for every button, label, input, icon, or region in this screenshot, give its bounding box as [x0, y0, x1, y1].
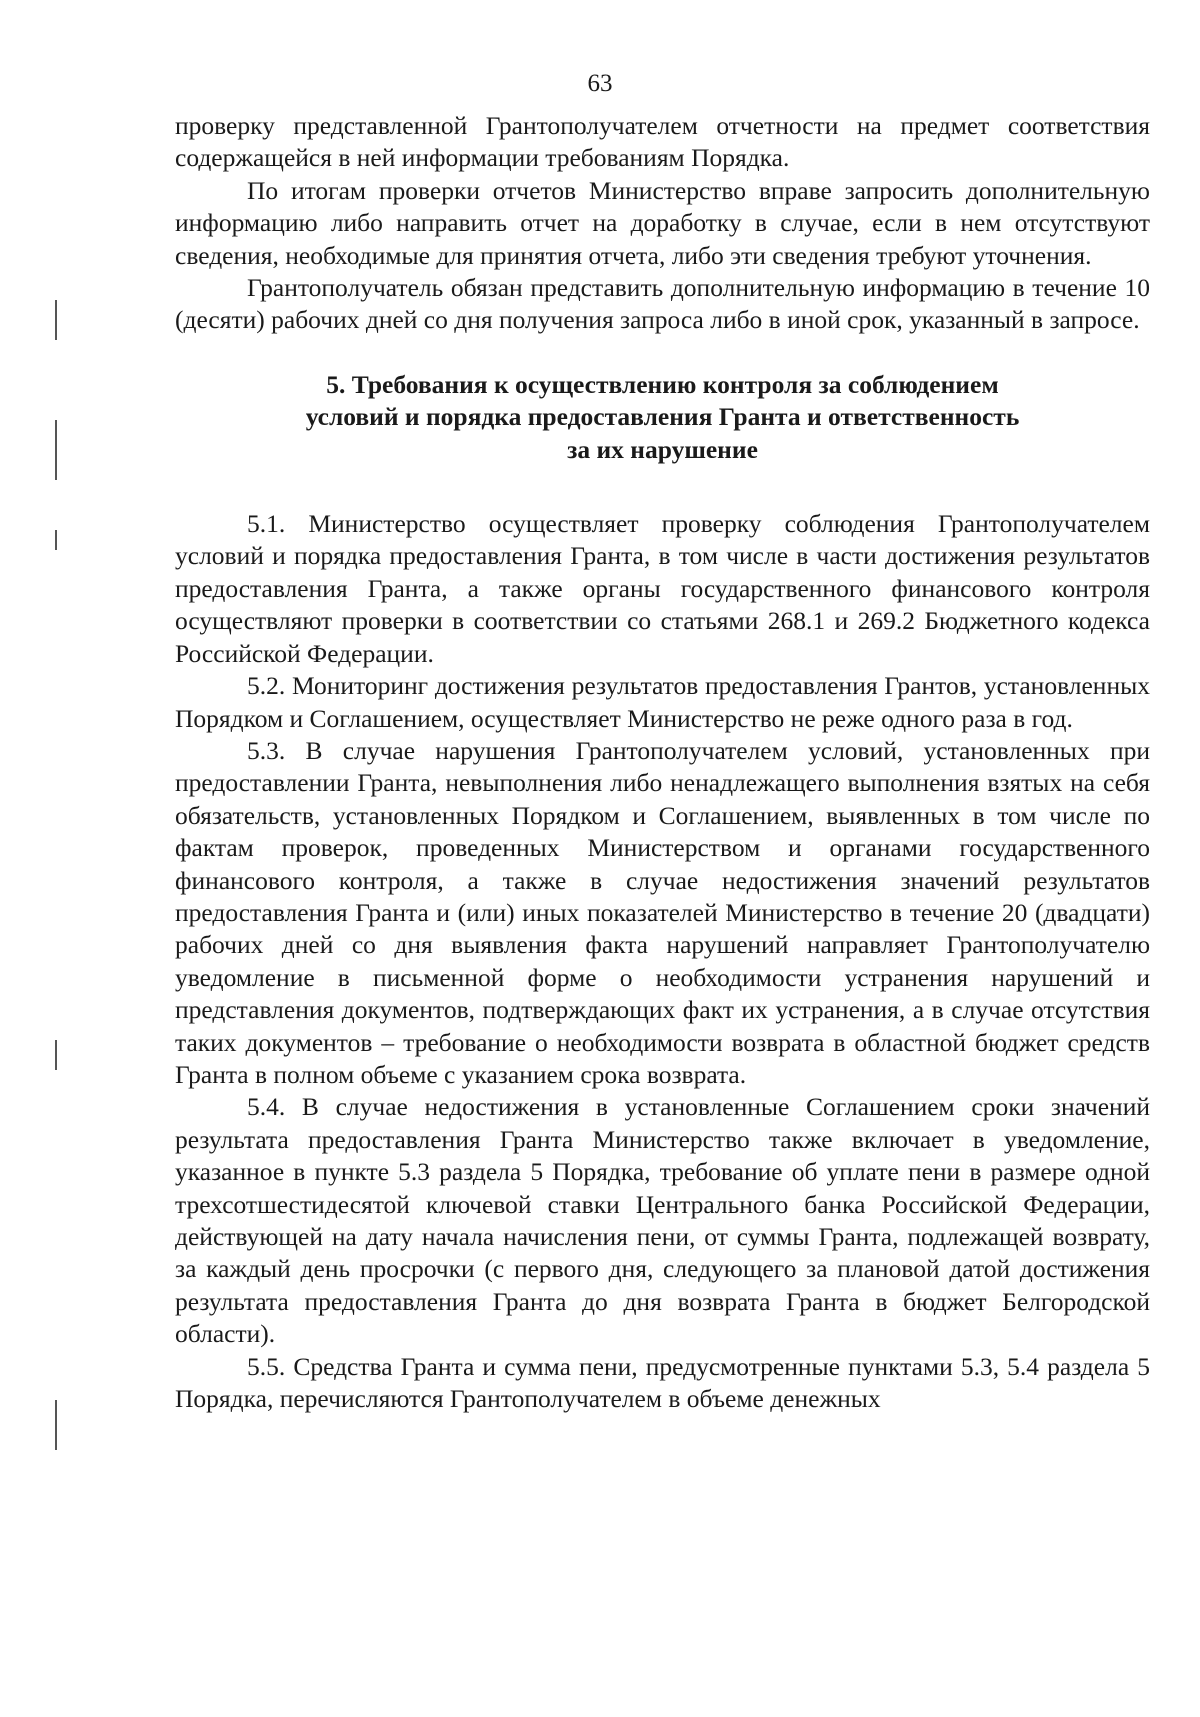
- paragraph: По итогам проверки отчетов Министерство вправе запросить дополнительную информацию либо направить отчет на доработку в случае, если в нем отсутствуют сведения, необходимые для принятия отчета, либо эти сведения требуют уточнения.: [175, 175, 1150, 270]
- paragraph: 5.4. В случае недостижения в установленные Соглашением сроки значений результата предоставления Гранта Министерство также включает в уведомление, указанное в пункте 5.3 раздела 5 Порядка, требование об уплате пени в размере одной трехсотшестидесятой ключевой ставки Центрального банка Российской Федерации, действующей на дату начала начисления пени, от суммы Гранта, подлежащей возврату, за каждый день просрочки (с первого дня, следующего за плановой датой достижения результата предоставления Гранта до дня возврата Гранта в бюджет Белгородской области).: [175, 1092, 1150, 1349]
- section-heading-line: за их нарушение: [567, 434, 758, 464]
- intro-paragraphs: [175, 110, 1150, 337]
- scan-mark: [55, 300, 57, 340]
- paragraph: 5.5. Средства Гранта и сумма пени, предусмотренные пунктами 5.3, 5.4 раздела 5 Порядка, перечисляются Грантополучателем в объеме денежных: [175, 1351, 1150, 1414]
- paragraph: 5.1. Министерство осуществляет проверку соблюдения Грантополучателем условий и порядка предоставления Гранта, в том числе в части достижения результатов предоставления Гранта, а также органы государственного финансового контроля осуществляют проверки в соответствии со статьями 268.1 и 269.2 Бюджетного кодекса Российской Федерации.: [175, 509, 1150, 668]
- section-heading-line: 5. Требования к осуществлению контроля за соблюдением: [326, 369, 999, 399]
- document-body: [175, 110, 1150, 1415]
- scan-mark: [55, 420, 57, 480]
- paragraph: 5.3. В случае нарушения Грантополучателем условий, установленных при предоставлении Гранта, невыполнения либо ненадлежащего выполнения взятых на себя обязательств, установленных Порядком и Соглашением, выявленных в том числе по фактам проверок, проведенных Министерством и органами государственного финансового контроля, а также в случае недостижения значений результатов предоставления Гранта и (или) иных показателей Министерство в течение 20 (двадцати) рабочих дней со дня выявления факта нарушений направляет Грантополучателю уведомление в письменной форме о необходимости устранения нарушений и представления документов, подтверждающих факт их устранения, а в случае отсутствия таких документов – требование о необходимости возврата в областной бюджет средств Гранта в полном объеме с указанием срока возврата.: [175, 735, 1150, 1089]
- scan-mark: [55, 530, 57, 550]
- paragraph: Грантополучатель обязан представить дополнительную информацию в течение 10 (десяти) рабочих дней со дня получения запроса либо в иной срок, указанный в запросе.: [175, 273, 1150, 335]
- section-heading-line: условий и порядка предоставления Гранта и ответственность: [305, 402, 1020, 432]
- scan-mark: [55, 1040, 57, 1070]
- paragraph: 5.2. Мониторинг достижения результатов предоставления Грантов, установленных Порядком и Соглашением, осуществляет Министерство не реже одного раза в год.: [175, 671, 1150, 733]
- scan-mark: [55, 1400, 57, 1450]
- page-number: 63: [587, 70, 613, 97]
- section-paragraphs: [175, 508, 1150, 1415]
- section-heading: [175, 369, 1150, 466]
- paragraph: проверку представленной Грантополучателем отчетности на предмет соответствия содержащейся в ней информации требованиям Порядка.: [175, 111, 1150, 173]
